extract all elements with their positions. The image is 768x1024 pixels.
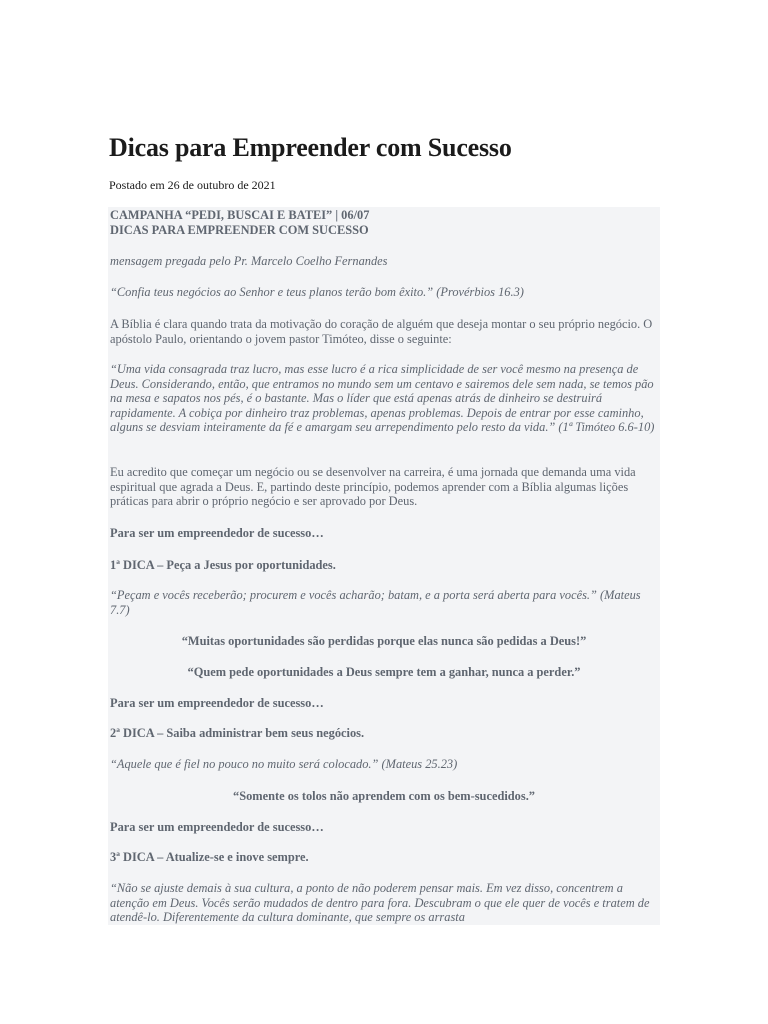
highlight-quote-1: “Muitas oportunidades são perdidas porque elas nunca são pedidas a Deus!” — [181, 634, 587, 648]
quote-proverbs: “Confia teus negócios ao Senhor e teus planos terão bom êxito.” (Provérbios 16.3) — [110, 285, 524, 299]
post-date: Postado em 26 de outubro de 2021 — [109, 178, 276, 192]
campaign-heading: CAMPANHA “PEDI, BUSCAI E BATEI” | 06/07 — [110, 208, 370, 222]
page-title: Dicas para Empreender com Sucesso — [109, 133, 512, 162]
tip-2-heading: 2ª DICA – Saiba administrar bem seus negócios. — [110, 726, 365, 740]
quote-matthew-7: “Peçam e vocês receberão; procurem e vocês acharão; batam, e a porta será aberta para vocês.” (Mateus 7.7) — [110, 588, 641, 617]
highlight-quote-2: “Quem pede oportunidades a Deus sempre tem a ganhar, nunca a perder.” — [187, 665, 581, 679]
tip-1-heading: 1ª DICA – Peça a Jesus por oportunidades. — [110, 558, 336, 572]
article-content — [108, 207, 660, 925]
quote-timothy: “Uma vida consagrada traz lucro, mas esse lucro é a rica simplicidade de ser você mesmo na presença de Deus. Considerando, então, que entramos no mundo sem um centavo e sairemos dele sem nada, se temos pão na mesa e sapatos nos pés, é o bastante. Mas o líder que está apenas atrás de dinheiro se destruirá rapidamente. A cobiça por dinheiro traz problemas, apenas problemas. Depois de entrar por esse caminho, alguns se desviam inteiramente da fé e amargam seu arrependimento pelo resto da vida.” (1ª Timóteo 6.6-10) — [110, 362, 655, 434]
campaign-subheading: DICAS PARA EMPREENDER COM SUCESSO — [110, 223, 369, 237]
lead-in-3: Para ser um empreendedor de sucesso… — [110, 820, 324, 834]
intro-paragraph: A Bíblia é clara quando trata da motivação do coração de alguém que deseja montar o seu próprio negócio. O apóstolo Paulo, orientando o jovem pastor Timóteo, disse o seguinte: — [110, 317, 653, 346]
quote-matthew-25: “Aquele que é fiel no pouco no muito será colocado.” (Mateus 25.23) — [110, 757, 458, 771]
belief-paragraph: Eu acredito que começar um negócio ou se desenvolver na carreira, é uma jornada que demanda uma vida espiritual que agrada a Deus. E, partindo deste princípio, podemos aprender com a Bíblia algumas lições práticas para abrir o próprio negócio e ser aprovado por Deus. — [110, 465, 636, 508]
quote-romans: “Não se ajuste demais à sua cultura, a ponto de não poderem pensar mais. Em vez disso, concentrem a atenção em Deus. Vocês serão mudados de dentro para fora. Descubram o que ele quer de vocês e tratem de atendê-lo. Diferentemente da cultura dominante, que sempre os arrasta — [110, 881, 650, 924]
lead-in-1: Para ser um empreendedor de sucesso… — [110, 526, 324, 540]
highlight-quote-3: “Somente os tolos não aprendem com os bem-sucedidos.” — [233, 789, 535, 803]
tip-3-heading: 3ª DICA – Atualize-se e inove sempre. — [110, 850, 309, 864]
lead-in-2: Para ser um empreendedor de sucesso… — [110, 696, 324, 710]
preacher-credit: mensagem pregada pelo Pr. Marcelo Coelho Fernandes — [110, 254, 388, 268]
